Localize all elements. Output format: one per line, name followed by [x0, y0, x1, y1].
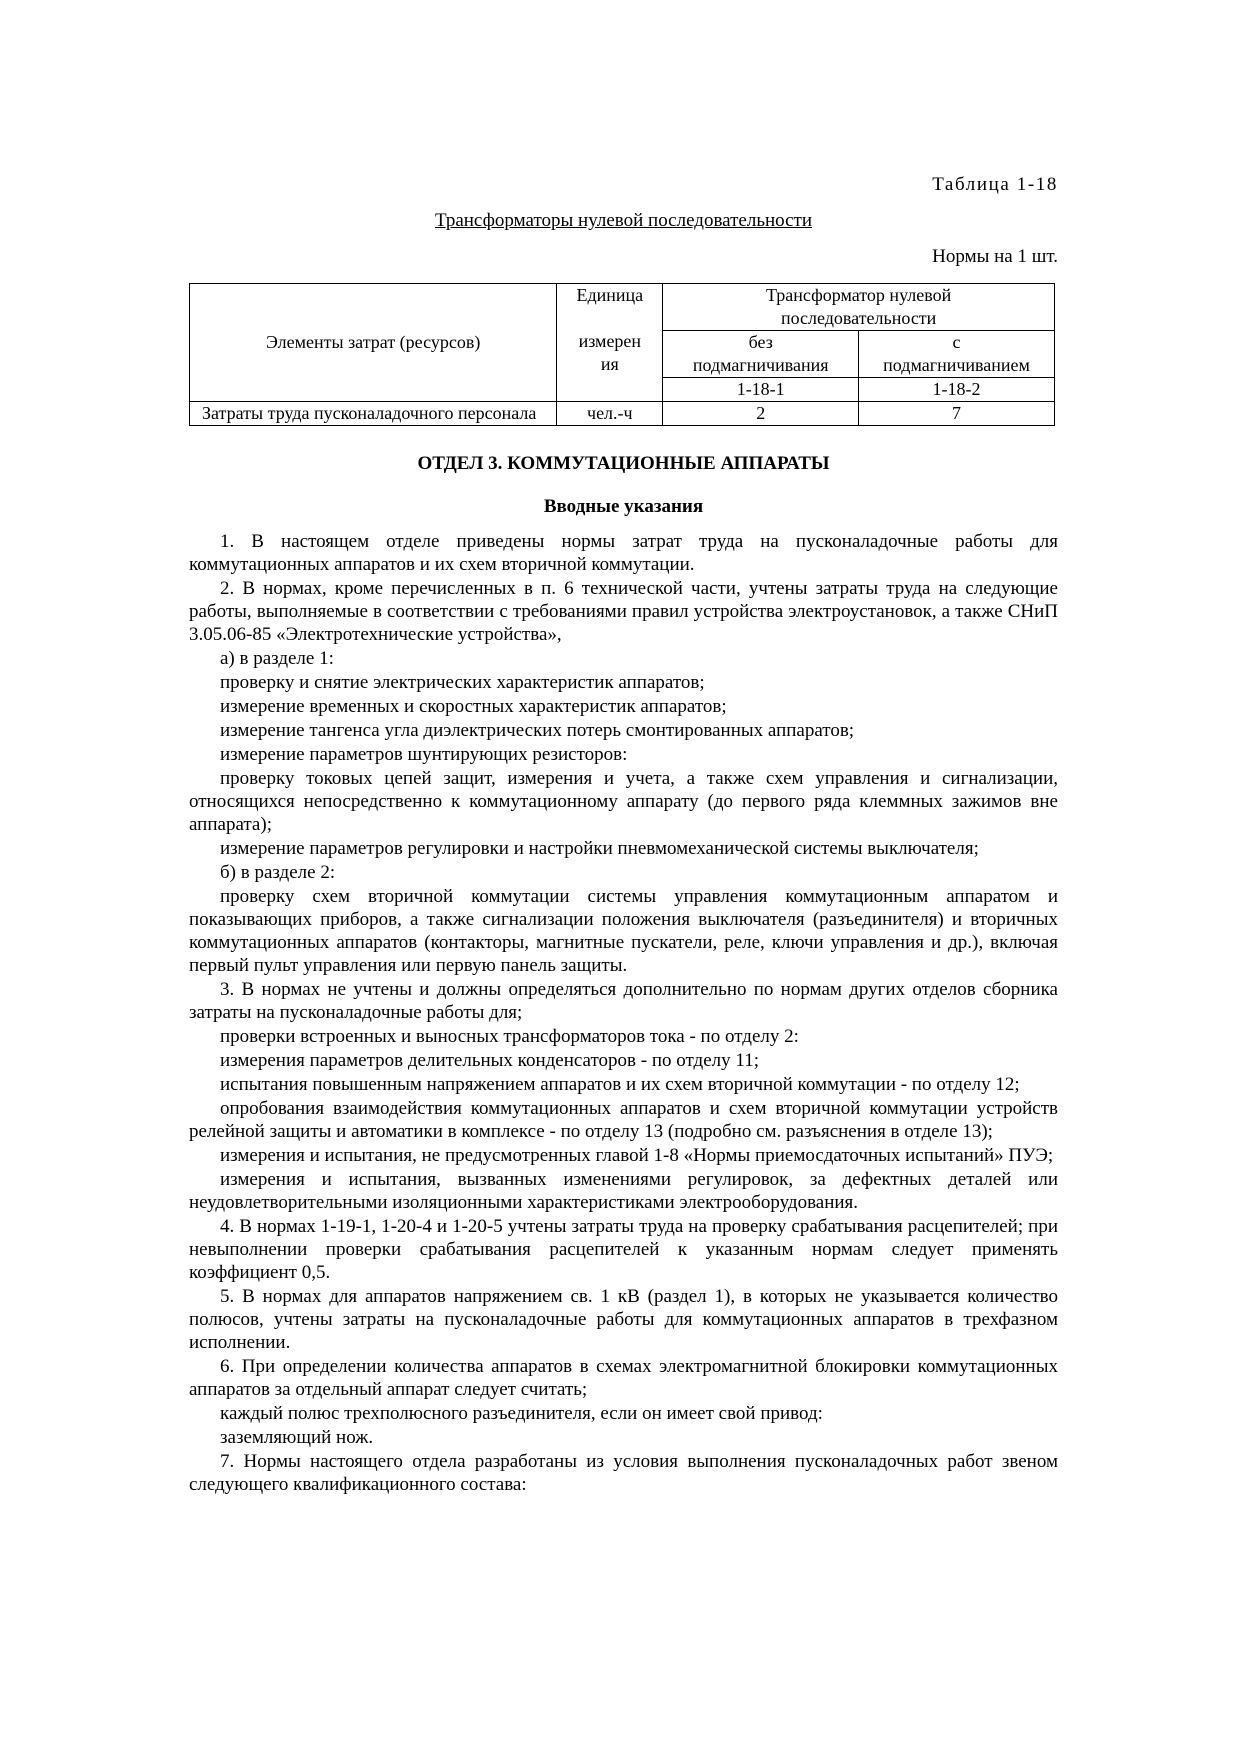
- header-without-magnetization: без подмагничивания: [663, 331, 859, 378]
- paragraph: каждый полюс трехполюсного разъединителя, если он имеет свой привод:: [220, 1403, 823, 1424]
- header-transformer: Трансформатор нулевой последовательности: [663, 284, 1055, 331]
- paragraph: измерение параметров регулировки и настройки пневмомеханической системы выключателя;: [220, 838, 979, 859]
- row-value: 2: [663, 402, 859, 426]
- paragraph: испытания повышенным напряжением аппаратов и их схем вторичной коммутации - по отделу 12;: [220, 1074, 1020, 1095]
- table-number: Таблица 1-18: [932, 174, 1058, 195]
- paragraph: 6. При определении количества аппаратов в схемах электромагнитной блокировки коммутационных аппаратов за отдельный аппарат следует считать;: [189, 1356, 1058, 1400]
- paragraph: проверку токовых цепей защит, измерения и учета, а также схем управления и сигнализации, относящихся непосредственно к коммутационному аппарату (до первого ряда клеммных зажимов вне аппарата);: [189, 768, 1058, 835]
- paragraph: измерения и испытания, вызванных изменениями регулировок, за дефектных деталей или неудовлетворительными изоляционными характеристиками электрооборудования.: [189, 1169, 1058, 1213]
- paragraph: 3. В нормах не учтены и должны определяться дополнительно по нормам других отделов сборника затраты на пусконаладочные работы для;: [189, 979, 1058, 1023]
- row-unit: чел.-ч: [557, 402, 663, 426]
- paragraph: 1. В настоящем отделе приведены нормы затрат труда на пусконаладочные работы для коммутационных аппаратов и их схем вторичной коммутации.: [189, 531, 1058, 575]
- norms-note: Нормы на 1 шт.: [932, 246, 1058, 267]
- header-with-magnetization: с подмагничиванием: [859, 331, 1055, 378]
- paragraph: измерение временных и скоростных характеристик аппаратов;: [220, 696, 727, 717]
- paragraph: заземляющий нож.: [220, 1427, 374, 1448]
- header-unit: Единица измерен ия: [557, 284, 663, 402]
- row-value: 7: [859, 402, 1055, 426]
- paragraph: проверку и снятие электрических характеристик аппаратов;: [220, 672, 705, 693]
- code-cell: 1-18-2: [859, 378, 1055, 402]
- paragraph: 5. В нормах для аппаратов напряжением св. 1 кВ (раздел 1), в которых не указывается количество полюсов, учтены затраты на пусконаладочные работы для коммутационных аппаратов в трехфазном исполнении.: [189, 1286, 1058, 1353]
- paragraph: проверки встроенных и выносных трансформаторов тока - по отделу 2:: [220, 1026, 799, 1047]
- paragraph: измерения параметров делительных конденсаторов - по отделу 11;: [220, 1050, 759, 1071]
- table-header-row: [190, 284, 1055, 331]
- paragraph: измерение тангенса угла диэлектрических потерь смонтированных аппаратов;: [220, 720, 855, 741]
- row-name: Затраты труда пусконаладочного персонала: [190, 402, 557, 426]
- paragraph: проверку схем вторичной коммутации системы управления коммутационным аппаратом и показывающих приборов, а также сигнализации положения выключателя (разъединителя) и вторичных коммутационных аппаратов (контакторы, магнитные пускатели, реле, ключи управления и др.), включая первый пульт управления или первую панель защиты.: [189, 886, 1058, 976]
- paragraph: измерение параметров шунтирующих резисторов:: [220, 744, 628, 765]
- cost-table: [189, 283, 1055, 426]
- header-elements: Элементы затрат (ресурсов): [190, 284, 557, 402]
- table-title: Трансформаторы нулевой последовательности: [434, 210, 813, 231]
- paragraph: 2. В нормах, кроме перечисленных в п. 6 технической части, учтены затраты труда на следующие работы, выполняемые в соответствии с требованиями правил устройства электроустановок, а также СНиП 3.05.06-85 «Электротехнические устройства»,: [189, 578, 1058, 645]
- paragraph: опробования взаимодействия коммутационных аппаратов и схем вторичной коммутации устройств релейной защиты и автоматики в комплексе - по отделу 13 (подробно см. разъяснения в отделе 13);: [189, 1098, 1058, 1142]
- paragraph: измерения и испытания, не предусмотренных главой 1-8 «Нормы приемосдаточных испытаний» ПУЭ;: [220, 1145, 1054, 1166]
- section-title: ОТДЕЛ 3. КОММУТАЦИОННЫЕ АППАРАТЫ: [417, 453, 830, 474]
- paragraph: а) в разделе 1:: [220, 648, 334, 669]
- table-row: [190, 402, 1055, 426]
- paragraph: 4. В нормах 1-19-1, 1-20-4 и 1-20-5 учтены затраты труда на проверку срабатывания расцепителей; при невыполнении проверки срабатывания расцепителей к указанным нормам следует применять коэффициент 0,5.: [189, 1216, 1058, 1283]
- subsection-title: Вводные указания: [543, 496, 704, 517]
- paragraph: б) в разделе 2:: [220, 862, 336, 883]
- section-body: [189, 452, 1058, 1497]
- code-cell: 1-18-1: [663, 378, 859, 402]
- paragraph: 7. Нормы настоящего отдела разработаны из условия выполнения пусконаладочных работ звеном следующего квалификационного состава:: [189, 1451, 1058, 1495]
